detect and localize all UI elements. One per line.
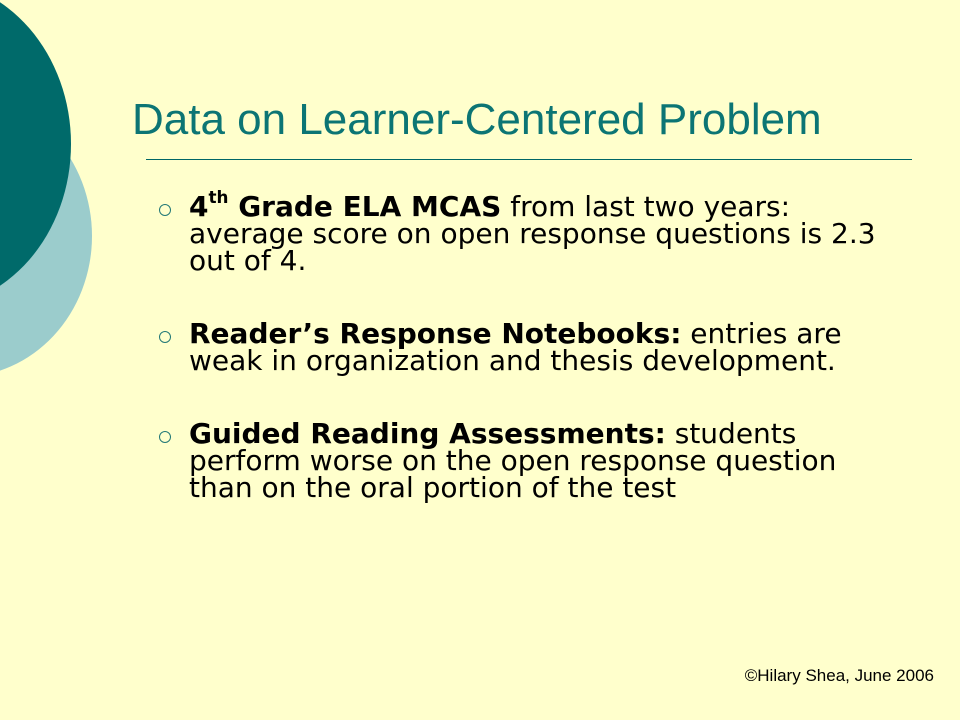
grade-number: 4	[189, 190, 209, 223]
bullet-text: from last two years: average score on open response questions is 2.3 out of 4.	[189, 190, 876, 277]
hollow-circle-bullet-icon	[159, 331, 171, 343]
ordinal-suffix: th	[208, 187, 229, 208]
copyright-footer: ©Hilary Shea, June 2006	[744, 666, 934, 685]
bullet-item-notebooks	[150, 317, 890, 377]
bullet-bold-text: Reader’s Response Notebooks:	[189, 317, 682, 350]
bullet-bold-text: Guided Reading Assessments:	[189, 417, 666, 450]
bullet-item-mcas	[150, 187, 890, 277]
bullet-bold-rest: Grade ELA MCAS	[228, 190, 502, 223]
slide-title: Data on Learner-Centered Problem	[132, 95, 822, 144]
bullet-text: entries are weak in organization and thesis development.	[189, 317, 842, 377]
hollow-circle-bullet-icon	[159, 431, 171, 443]
bullet-item-guided-reading	[150, 417, 890, 504]
title-underline	[146, 159, 912, 160]
bullet-list	[150, 187, 890, 547]
bullet-text: students perform worse on the open response question than on the oral portion of the test	[189, 417, 837, 504]
hollow-circle-bullet-icon	[159, 204, 171, 216]
